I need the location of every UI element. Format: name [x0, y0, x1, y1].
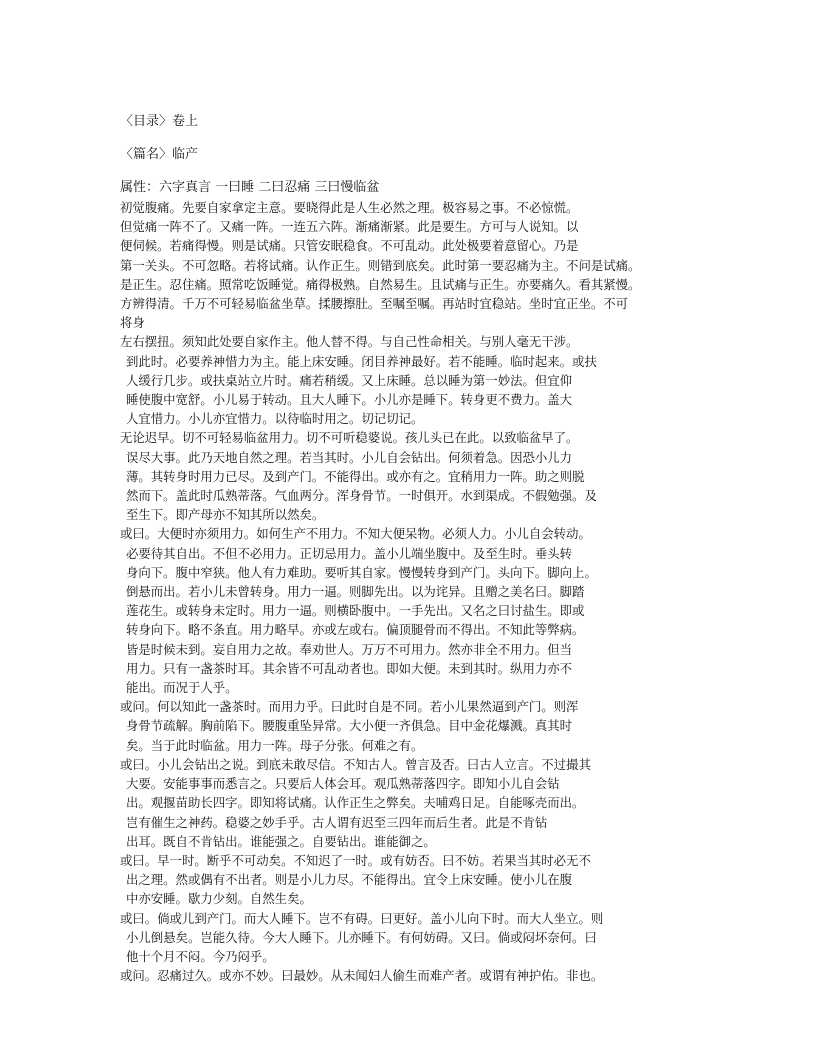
- text-line: 便伺候。若痛得慢。则是试痛。只管安眠稳食。不可乱动。此处极要着意留心。乃是: [120, 238, 579, 254]
- text-line: 误尽大事。此乃天地自然之理。若当其时。小儿自会钻出。何须着急。因恐小儿力: [126, 449, 573, 465]
- text-line: 小儿倒悬矣。岂能久待。今大人睡下。儿亦睡下。有何妨碍。又曰。倘或闷坏奈何。曰: [126, 929, 597, 945]
- text-line: 睡使腹中宽舒。小儿易于转动。且大人睡下。小儿亦是睡下。转身更不费力。盖大: [126, 392, 573, 408]
- text-line: 或曰。大便时亦须用力。如何生产不用力。不知大便呆物。必须人力。小儿自会转动。: [120, 526, 591, 542]
- text-line: 人宜惜力。小儿亦宜惜力。以待临时用之。切记切记。: [126, 411, 424, 427]
- text-line: 或问。忍痛过久。或亦不妙。曰最妙。从未闻妇人偷生而难产者。或谓有神护佑。非也。: [120, 968, 604, 984]
- text-line: 然而下。盖此时瓜熟蒂落。气血两分。浑身骨节。一时俱开。水到渠成。不假勉强。及: [126, 488, 597, 504]
- text-line: 出之理。然或偶有不出者。则是小儿力尽。不能得出。宜令上床安睡。使小儿在腹: [126, 872, 573, 888]
- text-line: 或曰。小儿会钻出之说。到底未敢尽信。不知古人。曾言及否。曰古人立言。不过撮其: [120, 756, 591, 772]
- document-page: [120, 112, 710, 985]
- text-line: 第一关头。不可忽略。若将试痛。认作正生。则错到底矣。此时第一要忍痛为主。不问是试痛。: [120, 257, 641, 273]
- text-line: 无论迟早。切不可轻易临盆用力。切不可听稳婆说。孩儿头已在此。以致临盆早了。: [120, 430, 579, 446]
- text-line: 身向下。腹中窄狭。他人有力难助。要听其自家。慢慢转身到产门。头向下。脚向上。: [126, 564, 597, 580]
- text-line: 左右摆扭。须知此处要自家作主。他人替不得。与自己性命相关。与别人毫无干涉。: [120, 334, 579, 350]
- text-line: 将身: [120, 315, 145, 331]
- text-line: 身骨节疏解。胸前陷下。腰腹重坠异常。大小便一齐俱急。目中金花爆溅。真其时: [126, 718, 573, 734]
- text-line: 人缓行几步。或扶桌站立片时。痛若稍缓。又上床睡。总以睡为第一妙法。但宜仰: [126, 372, 573, 388]
- text-line: 出耳。既自不肯钻出。谁能强之。自要钻出。谁能御之。: [126, 833, 436, 849]
- body-text: [120, 198, 710, 985]
- text-line: 他十个月不闷。今乃闷乎。: [126, 948, 275, 964]
- text-line: 大要。安能事事而悉言之。只要后人体会耳。观瓜熟蒂落四字。即知小儿自会钻: [126, 776, 560, 792]
- text-line: 初觉腹痛。先要自家拿定主意。要晓得此是人生必然之理。极容易之事。不必惊慌。: [120, 200, 579, 215]
- catalog-heading: 〈目录〉卷上: [120, 114, 199, 129]
- text-line: 或曰。早一时。断乎不可动矣。不知迟了一时。或有妨否。曰不妨。若果当其时必无不: [120, 852, 591, 868]
- text-line: 必要待其自出。不但不必用力。正切忌用力。盖小儿端坐腹中。及至生时。垂头转: [126, 545, 573, 561]
- text-line: 岂有催生之神药。稳婆之妙手乎。古人谓有迟至三四年而后生者。此是不肯钻: [126, 814, 548, 830]
- text-line: 方辨得清。千万不可轻易临盆坐草。揉腰擦肚。至嘱至嘱。再站时宜稳站。坐时宜正坐。不可: [120, 296, 629, 312]
- text-line: 莲花生。或转身未定时。用力一逼。则横卧腹中。一手先出。又名之曰讨盐生。即或: [126, 603, 585, 619]
- text-line: 皆是时候未到。妄自用力之故。奉劝世人。万万不可用力。然亦非全不用力。但当: [126, 641, 573, 657]
- text-line: 至生下。即产母亦不知其所以然矣。: [126, 507, 325, 523]
- text-line: 中亦安睡。歇力少刻。自然生矣。: [126, 891, 312, 907]
- text-line: 或曰。倘或儿到产门。而大人睡下。岂不有碍。曰更好。盖小儿向下时。而大人坐立。则: [120, 910, 604, 926]
- attributes-line: 属性：六字真言 一曰睡 二曰忍痛 三曰慢临盆: [120, 180, 380, 195]
- text-line: 但觉痛一阵不了。又痛一阵。一连五六阵。渐痛渐紧。此是要生。方可与人说知。以: [120, 219, 579, 235]
- text-line: 倒悬而出。若小儿未曾转身。用力一逼。则脚先出。以为诧异。且赠之美名曰。脚踏: [126, 584, 585, 600]
- text-line: 到此时。必要养神惜力为主。能上床安睡。闭目养神最好。若不能睡。临时起来。或扶: [126, 353, 597, 369]
- text-line: 能出。而况于人乎。: [126, 680, 238, 696]
- text-line: 转身向下。略不条直。用力略早。亦或左或右。偏顶腿骨而不得出。不知此等弊病。: [126, 622, 585, 638]
- text-line: 薄。其转身时用力已尽。及到产门。不能得出。或亦有之。宜稍用力一阵。助之则脱: [126, 468, 585, 484]
- text-line: 是正生。忍住痛。照常吃饭睡觉。痛得极熟。自然易生。且试痛与正生。亦要痛久。看其紧慢。: [120, 276, 641, 292]
- text-line: 或问。何以知此一盏茶时。而用力乎。曰此时自是不同。若小儿果然逼到产门。则浑: [120, 699, 579, 715]
- text-line: 用力。只有一盏茶时耳。其余皆不可乱动者也。即如大便。未到其时。纵用力亦不: [126, 660, 573, 676]
- chapter-title: 〈篇名〉临产: [120, 147, 199, 162]
- text-line: 出。观揠苗助长四字。即知将试痛。认作正生之弊矣。夫哺鸡日足。自能啄壳而出。: [126, 795, 585, 811]
- text-line: 矣。当于此时临盆。用力一阵。母子分张。何难之有。: [126, 737, 424, 753]
